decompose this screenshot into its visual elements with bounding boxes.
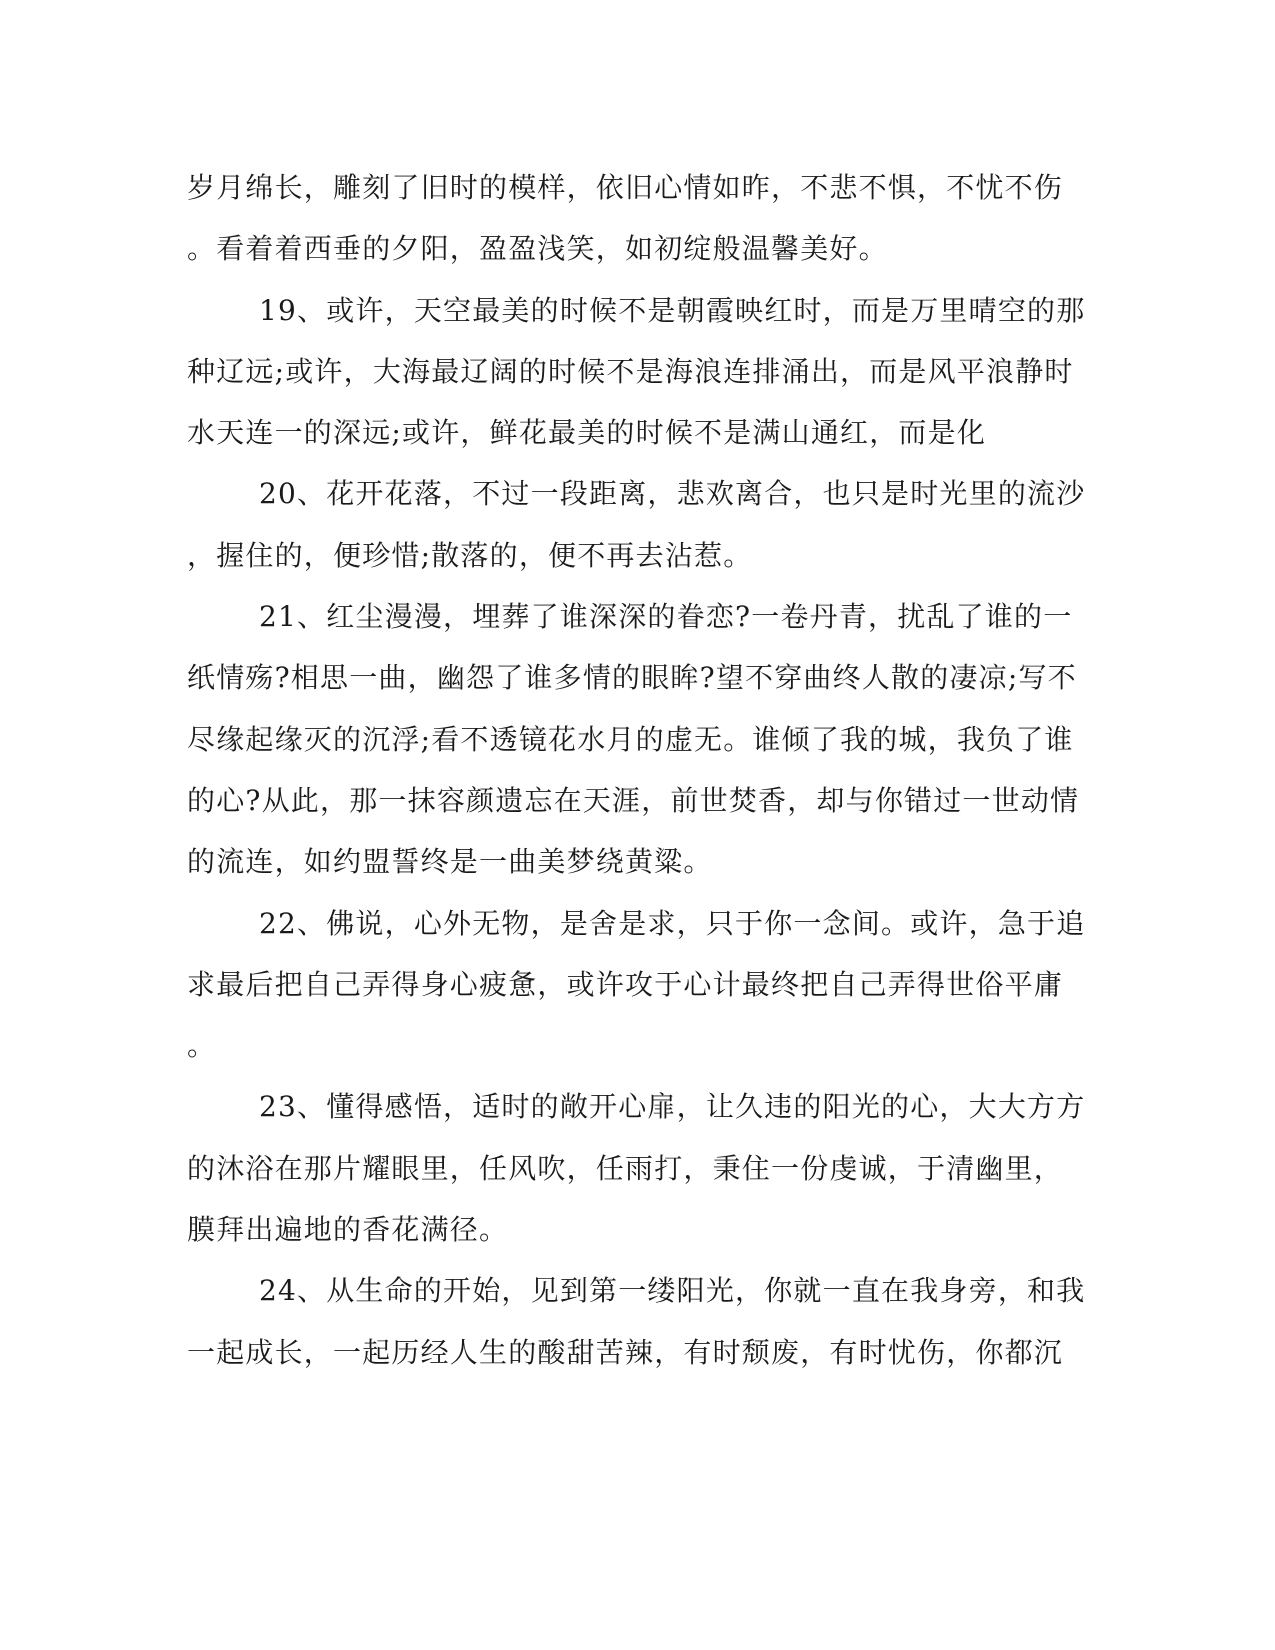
text-line: 的沐浴在那片耀眼里，任风吹，任雨打，秉住一份虔诚，于清幽里，	[187, 1151, 1064, 1185]
paragraph-23-start: 23、懂得感悟，适时的敞开心扉，让久违的阳光的心，大大方方	[259, 1090, 1086, 1124]
text-line: 的流连，如约盟誓终是一曲美梦绕黄粱。	[187, 845, 713, 879]
text-line: 水天连一的深远;或许，鲜花最美的时候不是满山通红，而是化	[187, 416, 987, 450]
text-line: 。看着着西垂的夕阳，盈盈浅笑，如初绽般温馨美好。	[187, 232, 888, 266]
text-line: 纸情殇?相思一曲，幽怨了谁多情的眼眸?望不穿曲终人散的凄凉;写不	[187, 661, 1077, 695]
body-text	[187, 157, 1087, 1383]
text-line: 尽缘起缘灭的沉浮;看不透镜花水月的虚无。谁倾了我的城，我负了谁	[187, 722, 1074, 756]
paragraph-24-start: 24、从生命的开始，见到第一缕阳光，你就一直在我身旁，和我	[259, 1274, 1086, 1308]
paragraph-19-start: 19、或许，天空最美的时候不是朝霞映红时，而是万里晴空的那	[259, 293, 1086, 327]
paragraph-20-start: 20、花开花落，不过一段距离，悲欢离合，也只是时光里的流沙	[259, 477, 1086, 511]
paragraph-21-start: 21、红尘漫漫，埋葬了谁深深的眷恋?一卷丹青，扰乱了谁的一	[259, 600, 1073, 634]
text-line: 求最后把自己弄得身心疲惫，或许攻于心计最终把自己弄得世俗平庸	[187, 967, 1064, 1001]
text-line: 岁月绵长，雕刻了旧时的模样，依旧心情如昨，不悲不惧，不忧不伤	[187, 171, 1064, 204]
text-line: ，握住的，便珍惜;散落的，便不再去沾惹。	[187, 538, 753, 572]
paragraph-22-start: 22、佛说，心外无物，是舍是求，只于你一念间。或许，急于追	[259, 906, 1086, 940]
text-line: 种辽远;或许，大海最辽阔的时候不是海浪连排涌出，而是风平浪静时	[187, 354, 1074, 388]
text-line: 。	[187, 1029, 217, 1063]
text-line: 的心?从此，那一抹容颜遗忘在天涯，前世焚香，却与你错过一世动情	[187, 783, 1080, 817]
text-line: 一起成长，一起历经人生的酸甜苦辣，有时颓废，有时忧伤，你都沉	[187, 1335, 1064, 1369]
text-line: 膜拜出遍地的香花满径。	[187, 1213, 509, 1247]
